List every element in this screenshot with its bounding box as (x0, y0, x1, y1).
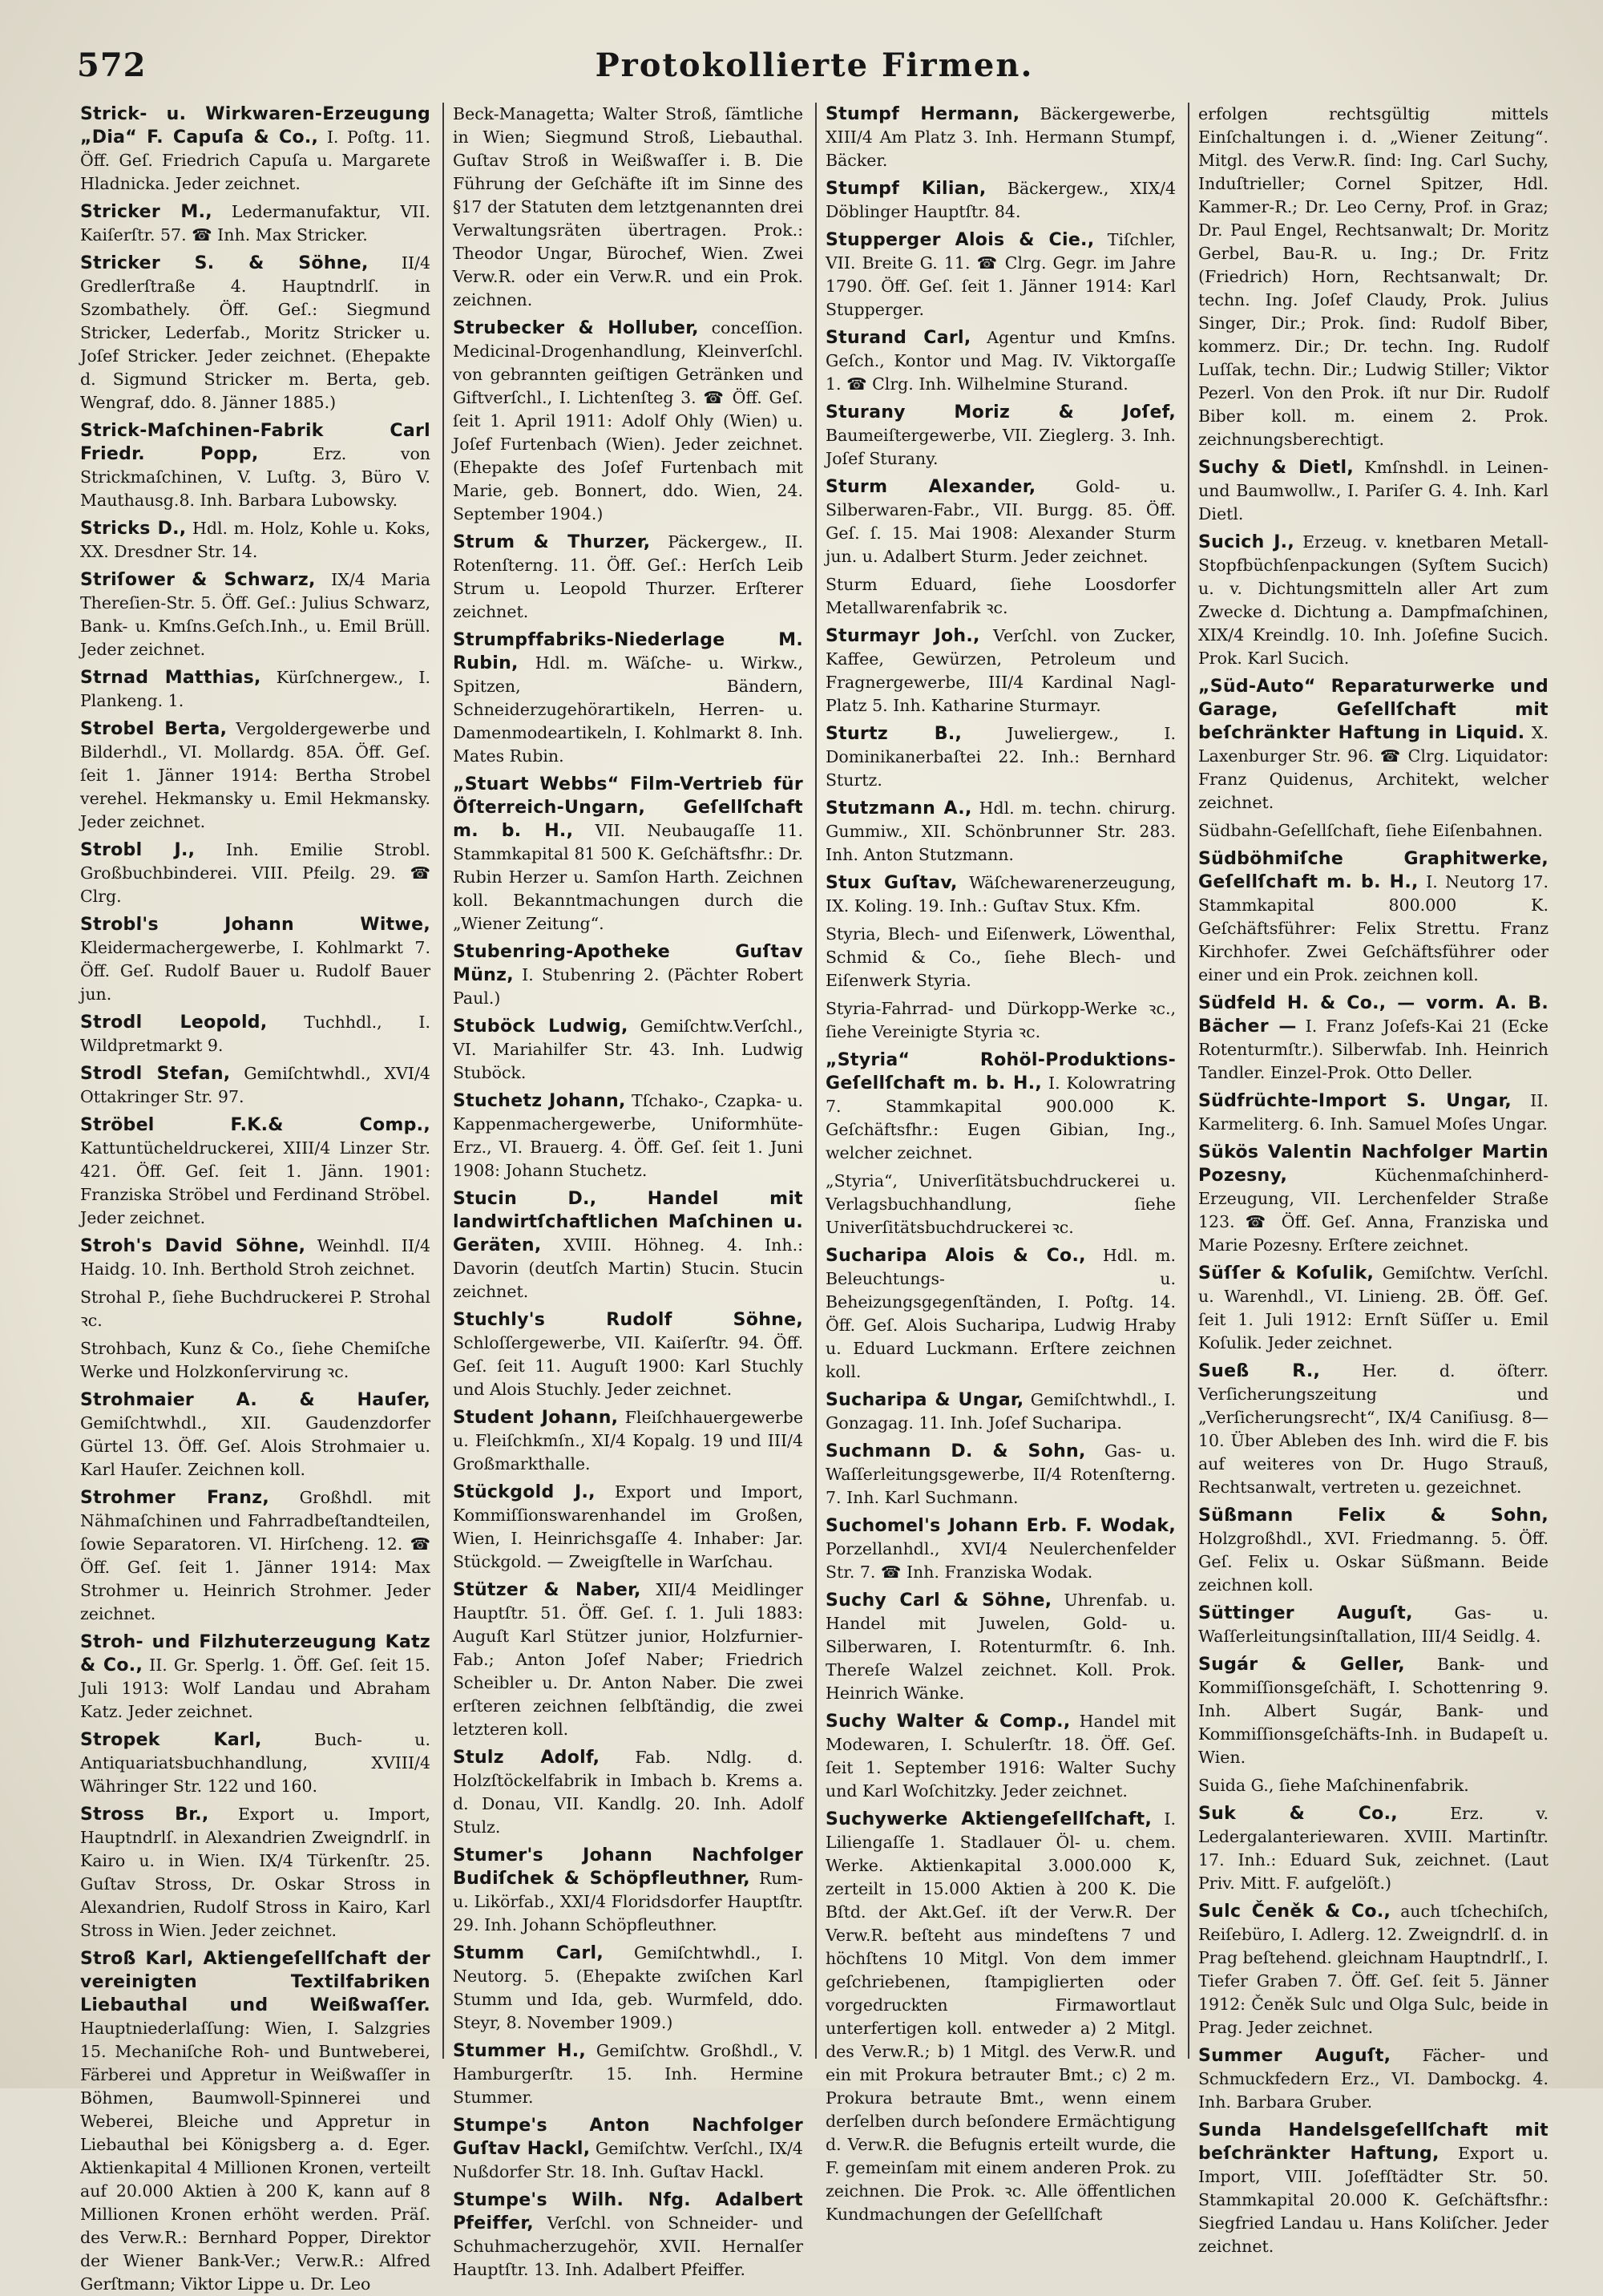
firm-name: Strick- u. Wirkwaren-Erzeugung „Dia“ F. Capuſa & Co., (80, 104, 430, 148)
firm-details: Hdl. m. Holz, Kohle u. Koks, XX. Dresdner Str. 14. (80, 519, 430, 561)
firm-entry (826, 1049, 1176, 1165)
firm-details: Gemiſchtwhdl., I. Neutorg. 5. (Ehepakte zwiſchen Karl Stumm und Ida, geb. Wurmfeld, ddo. Steyr, 8. November 1909.) (453, 1943, 803, 2032)
firm-details: Bäckergewerbe, XIII/4 Am Platz 3. Inh. Hermann Stumpf, Bäcker. (826, 104, 1176, 170)
firm-details: Weinhdl. II/4 Haidg. 10. Inh. Berthold Stroh zeichnet. (80, 1236, 430, 1279)
firm-details: XVIII. Höhneg. 4. Inh.: Davorin (deutſch Martin) Stucin. Stucin zeichnet. (453, 1235, 803, 1301)
firm-entry (80, 839, 430, 908)
firm-name: Sükös Valentin Nachfolger Martin Pozesny, (1198, 1142, 1548, 1186)
firm-details: Fächer- und Schmuckfedern Erz., VI. Dambockg. 4. Inh. Barbara Gruber. (1198, 2046, 1548, 2112)
firm-details: Päckergew., II. Rotenſterng. 11. Öff. Geſ.: Herſch Leib Strum u. Leopold Thurzer. Erſterer zeichnet. (453, 532, 803, 621)
firm-entry (453, 103, 803, 312)
firm-details: Juweliergew., I. Dominikanerbaſtei 22. Inh.: Bernhard Sturtz. (826, 724, 1176, 790)
firm-entry (453, 1089, 803, 1182)
firm-details: Export u. Import, VIII. Joſefſtädter Str. 50. Stammkapital 20.000 K. Geſchäftsfhr.: Siegfried Landau u. Hans Koliſcher. Jeder zeichnet. (1198, 2144, 1548, 2256)
firm-entry (1198, 819, 1548, 843)
firm-entry (826, 401, 1176, 471)
firm-entry (80, 1337, 430, 1384)
firm-name: Striſower & Schwarz, (80, 570, 316, 590)
firm-details: Styria, Blech- und Eiſenwerk, Löwenthal, Schmid & Co., ſiehe Blech- und Eiſenwerk Styria. (826, 924, 1176, 990)
firm-details: Beck-Managetta; Walter Stroß, ſämtliche in Wien; Siegmund Stroß, Liebauthal. Guſtav Stroß in Weißwaſſer i. B. Die Führung der Geſchäfte iſt im Sinne des §17 der Statuten dem letztgenannten drei Verwaltungsräten übertragen. Prok.: Theodor Ungar, Bürochef, Wien. Zwei Verw.R. oder ein Verw.R. und ein Prok. zeichnen. (453, 104, 803, 309)
firm-name: Sucharipa Alois & Co., (826, 1246, 1086, 1266)
firm-entry (826, 722, 1176, 792)
firm-entry (826, 997, 1176, 1044)
firm-details: „Styria“, Univerſitätsbuchdruckerei u. Verlagsbuchhandlung, ſiehe Univerſitätsbuchdruckerei ꝛc. (826, 1171, 1176, 1237)
firm-entry (80, 103, 430, 196)
firm-entry (453, 1406, 803, 1476)
firm-details: Porzellanhdl., XVI/4 Neulerchenfelder Str. 7. ☎ Inh. Franziska Wodak. (826, 1539, 1176, 1582)
firm-entry (1198, 1653, 1548, 1769)
firm-details: Agentur und Kmſns. Geſch., Kontor und Mag. IV. Viktorgaſſe 1. ☎ Clrg. Inh. Wilhelmine Sturand. (826, 328, 1176, 394)
firm-entry (453, 2114, 803, 2184)
firm-details: Suida G., ſiehe Maſchinenfabrik. (1198, 1776, 1469, 1795)
firm-entry (80, 718, 430, 834)
firm-details: I. Neutorg 17. Stammkapital 800.000 K. Geſchäftsführer: Felix Strettu. Franz Kirchhofer. Zwei Geſchäftsführer oder einer und ein Prok. zeichnen koll. (1198, 872, 1548, 984)
firm-details: Ledermanufaktur, VII. Kaiſerſtr. 57. ☎ Inh. Max Stricker. (80, 202, 430, 245)
firm-details: Schloſſergewerbe, VII. Kaiſerſtr. 94. Öff. Geſ. ſeit 11. Auguſt 1900: Karl Stuchly und Alois Stuchly. Jeder zeichnet. (453, 1333, 803, 1399)
firm-name: Stumpe's Wilh. Nfg. Adalbert Pfeiffer, (453, 2190, 803, 2233)
firm-name: Süttinger Auguſt, (1198, 1603, 1413, 1623)
firm-name: Südböhmiſche Graphitwerke, Geſellſchaft m. b. H., (1198, 849, 1548, 892)
firm-details: Verſchl. von Zucker, Kaffee, Gewürzen, Petroleum und Fragnergewerbe, III/4 Kardinal Nagl-Platz 5. Inh. Katharine Sturmayr. (826, 626, 1176, 715)
firm-name: Ströbel F.K.& Comp., (80, 1115, 430, 1135)
firm-name: Südfeld H. & Co., — vorm. A. B. Bächer — (1198, 993, 1548, 1037)
firm-name: Suchywerke Aktiengeſellſchaft, (826, 1809, 1153, 1829)
firm-details: erfolgen rechtsgültig mittels Einſchaltungen i. d. „Wiener Zeitung“. Mitgl. des Verw.R. ſind: Ing. Carl Suchy, Induſtrieller; Cornel Spitzer, Hdl. Kammer-R.; Dr. Leo Cerny, Prof. in Graz; Dr. Paul Engel, Rechtsanwalt; Dr. Moritz Gerbel, Bau-R. u. Ing.; Dr. Fritz (Friedrich) Horn, Rechtsanwalt; Dr. techn. Ing. Joſef Claudy, Prok. Julius Singer, Dir.; Prok. ſind: Rudolf Biber, kommerz. Dir.; Dr. techn. Ing. Rudolf Luſſak, techn. Dir.; Ludwig Stiller; Viktor Pezerl. Von den Prok. iſt nur Dir. Rudolf Biber koll. m. einem 2. Prok. zeichnungsberechtigt. (1198, 104, 1548, 449)
firm-details: Erzeug. v. knetbaren Metall-Stopfbüchſenpackungen (Syſtem Sucich) u. v. Dichtungsmitteln aller Art zum Zwecke d. Dichtung a. Dampfmaſchinen, XIX/4 Kreindlg. 10. Inh. Joſefine Sucich. Prok. Karl Sucich. (1198, 532, 1548, 668)
firm-name: Stricks D., (80, 519, 187, 539)
firm-entry (80, 666, 430, 713)
firm-name: Strohmaier A. & Hauſer, (80, 1390, 430, 1410)
firm-entry (453, 1942, 803, 2035)
column-2 (453, 103, 803, 2279)
firm-name: Stroh's David Söhne, (80, 1236, 306, 1256)
firm-name: Stuchly's Rudolf Söhne, (453, 1310, 803, 1330)
firm-details: Südbahn-Geſellſchaft, ſiehe Eiſenbahnen. (1198, 821, 1543, 840)
firm-entry (453, 1578, 803, 1741)
firm-details: Handel mit Modewaren, I. Schulerſtr. 18. Öff. Geſ. ſeit 1. September 1916: Walter Suchy und Karl Woſchitzky. Jeder zeichnet. (826, 1712, 1176, 1801)
firm-details: Gemiſchtw. Verſchl. u. Warenhdl., VI. Linieng. 2B. Öff. Geſ. ſeit 1. Juli 1912: Ernſt Süſſer u. Emil Koſulik. Jeder zeichnet. (1198, 1263, 1548, 1352)
firm-entry (80, 200, 430, 247)
firm-entry (826, 1710, 1176, 1803)
firm-entry (80, 1114, 430, 1230)
firm-details: Verſchl. von Schneider- und Schuhmacherzugehör, XVII. Hernalſer Hauptſtr. 13. Inh. Adalbert Pfeiffer. (453, 2213, 803, 2279)
firm-entry (80, 252, 430, 414)
firm-name: Sturand Carl, (826, 328, 971, 348)
firm-entry (80, 1947, 430, 2296)
firm-entry (453, 317, 803, 526)
firm-entry (1198, 1141, 1548, 1257)
firm-name: Stubenring-Apotheke Guſtav Münz, (453, 942, 803, 985)
firm-name: Stucin D., Handel mit landwirtſchaftlichen Maſchinen u. Geräten, (453, 1189, 803, 1255)
firm-name: Sturmayr Joh., (826, 626, 980, 646)
firm-details: Gemiſchtwhdl., XVI/4 Ottakringer Str. 97. (80, 1064, 430, 1106)
page-header (77, 46, 1552, 90)
firm-details: Gas- u. Waſſerleitungsgewerbe, II/4 Rotenſterng. 7. Inh. Karl Suchmann. (826, 1441, 1176, 1507)
firm-name: Süßmann Felix & Sohn, (1198, 1506, 1548, 1526)
firm-entry (826, 103, 1176, 172)
firm-details: Vergoldergewerbe und Bilderhdl., VI. Mollardg. 85A. Öff. Geſ. ſeit 1. Jänner 1914: Bertha Strobel verehel. Hekmansky u. Emil Hekmansky. Jeder zeichnet. (80, 719, 430, 831)
firm-name: Sturtz B., (826, 724, 963, 744)
firm-details: Kattuntücheldruckerei, XIII/4 Linzer Str. 421. Öff. Geſ. ſeit 1. Jänn. 1901: Franziska Ströbel und Ferdinand Ströbel. Jeder zeichnet. (80, 1138, 430, 1227)
firm-name: „Stuart Webbs“ Film-Vertrieb für Öſterreich-Ungarn, Geſellſchaft m. b. H., (453, 774, 803, 841)
firm-entry (826, 1170, 1176, 1239)
firm-name: Stulz Adolf, (453, 1748, 600, 1768)
firm-name: Stumm Carl, (453, 1943, 604, 1963)
firm-name: Süſſer & Koſulik, (1198, 1263, 1375, 1283)
firm-details: Strohbach, Kunz & Co., ſiehe Chemiſche Werke und Holzkonſervirung ꝛc. (80, 1339, 430, 1381)
firm-details: X. Laxenburger Str. 96. ☎ Clrg. Liquidator: Franz Quidenus, Architekt, welcher zeichnet. (1198, 723, 1548, 812)
firm-name: Suchomel's Johann Erb. F. Wodak, (826, 1516, 1176, 1536)
firm-name: Strobel Berta, (80, 719, 228, 739)
firm-details: Bank- und Kommiſſionsgeſchäft, I. Schottenring 9. Inh. Albert Sugár, Bank- und Kommiſſionsgeſchäfts-Inh. in Budapeſt u. Wien. (1198, 1655, 1548, 1767)
page-title: Protokollierte Firmen. (595, 46, 1034, 84)
firm-name: Suchy Carl & Söhne, (826, 1591, 1052, 1611)
firm-entry (826, 1808, 1176, 2226)
firm-details: Strohal P., ſiehe Buchdruckerei P. Strohal ꝛc. (80, 1287, 430, 1330)
firm-entry (1198, 2044, 1548, 2114)
firm-entry (826, 1244, 1176, 1384)
firm-entry (1198, 847, 1548, 987)
firm-name: Stumer's Johann Nachfolger Budiſchek & Schöpfleuthner, (453, 1845, 803, 1889)
firm-entry (826, 177, 1176, 224)
firm-entry (1198, 1602, 1548, 1648)
firm-name: Stumpf Kilian, (826, 179, 987, 199)
firm-name: Stroß Karl, Aktiengeſellſchaft der vereinigten Textilfabriken Liebauthal und Weißwaſſer. (80, 1949, 430, 2015)
firm-name: Strubecker & Holluber, (453, 318, 699, 338)
firm-details: I. Kolowratring 7. Stammkapital 900.000 K. Geſchäftsfhr.: Eugen Gibian, Ing., welcher zeichnet. (826, 1073, 1176, 1162)
firm-details: Tiſchler, VII. Breite G. 11. ☎ Clrg. Gegr. im Jahre 1790. Öff. Geſ. ſeit 1. Jänner 1914: Karl Stupperger. (826, 230, 1176, 319)
firm-name: Strick-Maſchinen-Fabrik Carl Friedr. Popp, (80, 421, 430, 464)
firm-entry (826, 923, 1176, 992)
firm-details: VII. Neubaugaſſe 11. Stammkapital 81 500 K. Geſchäftsfhr.: Dr. Rubin Herzer u. Samſon Harth. Zeichnen koll. Bekanntmachungen durch die „Wiener Zeitung“. (453, 821, 803, 933)
firm-name: Stumpe's Anton Nachfolger Guſtav Hackl, (453, 2116, 803, 2159)
firm-entry (453, 629, 803, 768)
column-3 (826, 103, 1176, 2224)
firm-details: Styria-Fahrrad- und Dürkopp-Werke ꝛc., ſiehe Vereinigte Styria ꝛc. (826, 999, 1176, 1041)
firm-entry (80, 1235, 430, 1281)
firm-details: Uhrenfab. u. Handel mit Juwelen, Gold- u. Silberwaren, I. Rotenturmſtr. 6. Inh. Thereſe Walzel zeichnet. Koll. Prok. Heinrich Wänke. (826, 1591, 1176, 1703)
firm-details: I. Franz Joſefs-Kai 21 (Ecke Rotenturmſtr.). Silberwfab. Inh. Heinrich Tandler. Einzel-Prok. Otto Deller. (1198, 1017, 1548, 1082)
firm-details: Hdl. m. techn. chirurg. Gummiw., XII. Schönbrunner Str. 283. Inh. Anton Stutzmann. (826, 798, 1176, 864)
firm-details: I. Stubenring 2. (Pächter Robert Paul.) (453, 965, 803, 1008)
firm-name: Strnad Matthias, (80, 668, 261, 688)
firm-entry (80, 1389, 430, 1481)
firm-entry (453, 1481, 803, 1574)
firm-name: Strumpffabriks-Niederlage M. Rubin, (453, 630, 803, 673)
firm-entry (1198, 1900, 1548, 2039)
firm-details: Gemiſchtw. Verſchl., IX/4 Nußdorfer Str. 18. Inh. Guſtav Hackl. (453, 2139, 803, 2181)
firm-name: Stroh- und Filzhuterzeugung Katz & Co., (80, 1632, 430, 1676)
firm-entry (826, 1440, 1176, 1510)
firm-name: Sucharipa & Ungar, (826, 1390, 1024, 1410)
firm-details: II. Gr. Sperlg. 1. Öff. Geſ. ſeit 15. Juli 1913: Wolf Landau und Abraham Katz. Jeder zeichnet. (80, 1655, 430, 1721)
firm-entry (826, 1389, 1176, 1435)
firm-name: Suchmann D. & Sohn, (826, 1441, 1086, 1461)
firm-entry (826, 1514, 1176, 1584)
firm-entry (453, 940, 803, 1010)
firm-details: Buch- u. Antiquariatsbuchhandlung, XVIII/4 Währinger Str. 122 und 160. (80, 1730, 430, 1796)
firm-name: Suchy & Dietl, (1198, 458, 1355, 478)
firm-name: Stummer H., (453, 2041, 587, 2061)
firm-entry (1198, 1504, 1548, 1597)
firm-name: Sulc Čeněk & Co., (1198, 1902, 1391, 1922)
firm-entry (1198, 1089, 1548, 1136)
firm-details: Küchenmaſchinherd-Erzeugung, VII. Lerchenfelder Straße 123. ☎ Öff. Geſ. Anna, Franziska und Marie Pozesny. Erſtere zeichnet. (1198, 1166, 1548, 1255)
firm-entry (80, 1803, 430, 1942)
firm-details: Hauptniederlaſſung: Wien, I. Salzgries 15. Mechaniſche Roh- und Buntweberei, Färberei und Appretur in Weißwaſſer in Böhmen, Baumwoll-Spinnerei und Weberei, Bleiche und Appretur in Liebauthal bei Königsberg a. d. Eger. Aktienkapital 4 Millionen Kronen, verteilt auf 20.000 Aktien à 200 K, kann auf 8 Millionen Kronen erhöht werden. Präſ. des Verw.R.: Bernhard Popper, Direktor der Wiener Bank-Ver.; Verw.R.: Alfred Gerſtmann; Viktor Lippe u. Dr. Leo (80, 2019, 430, 2294)
firm-name: Stuchetz Johann, (453, 1091, 626, 1111)
firm-entry (1198, 2119, 1548, 2258)
firm-name: Stux Guſtav, (826, 873, 958, 893)
firm-name: Stupperger Alois & Cie., (826, 230, 1095, 250)
firm-entry (1198, 456, 1548, 526)
firm-entry (1198, 675, 1548, 815)
column-rule (815, 103, 817, 2059)
firm-entry (80, 913, 430, 1006)
firm-name: Stückgold J., (453, 1482, 596, 1502)
firm-entry (1198, 1774, 1548, 1797)
firm-entry (1198, 1802, 1548, 1895)
firm-entry (453, 1187, 803, 1304)
firm-details: Erz. von Strickmaſchinen, V. Luſtg. 3, Büro V. Mauthausg.8. Inh. Barbara Lubowsky. (80, 444, 430, 510)
firm-details: II. Karmeliterg. 6. Inh. Samuel Moſes Ungar. (1198, 1091, 1548, 1134)
firm-entry (80, 1486, 430, 1626)
firm-name: Suk & Co., (1198, 1804, 1398, 1824)
firm-details: Bäckergew., XIX/4 Döblinger Hauptſtr. 84. (826, 179, 1176, 221)
firm-name: Student Johann, (453, 1408, 619, 1428)
firm-details: Rum- u. Likörfab., XXI/4 Floridsdorfer Hauptſtr. 29. Inh. Johann Schöpfleuthner. (453, 1869, 803, 1934)
firm-name: Summer Auguſt, (1198, 2046, 1391, 2066)
firm-details: Kmſnshdl. in Leinen- und Baumwollw., I. Pariſer G. 4. Inh. Karl Dietl. (1198, 458, 1548, 523)
firm-name: Südfrüchte-Import S. Ungar, (1198, 1091, 1512, 1111)
firm-name: Stuböck Ludwig, (453, 1017, 628, 1037)
firm-details: Gemiſchtwhdl., I. Gonzagag. 11. Inh. Joſef Sucharipa. (826, 1390, 1176, 1433)
firm-details: Gemiſchtwhdl., XII. Gaudenzdorfer Gürtel 13. Öff. Geſ. Alois Strohmaier u. Karl Hauſer. Zeichnen koll. (80, 1413, 430, 1479)
firm-details: Her. d. öſterr. Verſicherungszeitung und „Verſicherungsrecht“, IX/4 Caniſiusg. 8—10. Über Ableben des Inh. wird die F. bis auf weiteres von Dr. Hugo Strauß, Rechtsanwalt, vertreten u. gezeichnet. (1198, 1361, 1548, 1497)
firm-name: Strobl J., (80, 840, 196, 860)
firm-entry (826, 1589, 1176, 1705)
firm-name: Stross Br., (80, 1805, 209, 1825)
firm-name: Sugár & Geller, (1198, 1655, 1405, 1675)
firm-entry (826, 326, 1176, 396)
firm-entry (453, 2039, 803, 2109)
firm-entry (80, 1011, 430, 1057)
firm-details: Wäſchewarenerzeugung, IX. Koling. 19. Inh.: Guſtav Stux. Kfm. (826, 873, 1176, 916)
firm-name: Strodl Leopold, (80, 1013, 268, 1033)
firm-details: Hdl. m. Beleuchtungs- u. Beheizungsgegenſtänden, I. Poſtg. 14. Öff. Geſ. Alois Sucharipa, Ludwig Hraby u. Eduard Luckmann. Erſtere zeichnen koll. (826, 1246, 1176, 1381)
firm-entry (1198, 992, 1548, 1085)
firm-entry (453, 2189, 803, 2282)
firm-details: II/4 Gredlerſtraße 4. Hauptndrlſ. in Szombathely. Öff. Geſ.: Siegmund Stricker, Lederfab., Moritz Stricker u. Joſef Stricker. Jeder zeichnet. (Ehepakte d. Sigmund Stricker m. Berta, geb. Wengraf, ddo. 8. Jänner 1885.) (80, 253, 430, 412)
firm-entry (80, 568, 430, 661)
firm-details: Fleiſchhauergewerbe u. Fleiſchkmſn., XI/4 Kopalg. 19 und III/4 Großmarkthalle. (453, 1408, 803, 1473)
firm-details: Tſchako-, Czapka- u. Kappenmachergewerbe, Uniformhüte-Erz., VI. Brauerg. 4. Öff. Geſ. ſeit 1. Juni 1908: Johann Stuchetz. (453, 1091, 803, 1180)
firm-details: Export u. Import, Hauptndrlſ. in Alexandrien Zweigndrlſ. in Kairo u. in Wien. IX/4 Türkenſtr. 25. Guſtav Stross, Dr. Oskar Stross in Alexandrien, Rudolf Stross in Kairo, Karl Stross in Wien. Jeder zeichnet. (80, 1805, 430, 1940)
firm-entry (826, 625, 1176, 718)
firm-entry (1198, 531, 1548, 670)
firm-details: I. Liliengaſſe 1. Stadlauer Öl- u. chem. Werke. Aktienkapital 3.000.000 K, zerteilt in 15.000 Aktien à 200 K. Die Bſtd. der Akt.Geſ. iſt der Verw.R. Der Verw.R. beſteht aus mindeſtens 7 und höchſtens 10 Mitgl. Von dem immer geſchriebenen, ſtampiglierten oder vorgedruckten Firmawortlaut unterfertigen koll. entweder a) 2 Mitgl. des Verw.R.; b) 1 Mitgl. des Verw.R. und ein mit Prokura betrauter Bmt.; c) 2 m. Prokura betraute Bmt., wenn einem derſelben durch beſondere Ermächtigung d. Verw.R. die Befugnis erteilt wurde, die F. gemeinſam mit einem anderen Prok. zu zeichnen. Die Prok. ꝛc. Alle öffentlichen Kundmachungen der Geſellſchaft (826, 1809, 1176, 2224)
firm-entry (80, 1062, 430, 1109)
firm-entry (453, 1015, 803, 1085)
firm-entry (80, 517, 430, 564)
firm-name: Stützer & Naber, (453, 1580, 641, 1600)
firm-details: IX/4 Maria Thereſien-Str. 5. Öff. Geſ.: Julius Schwarz, Bank- u. Kmſns.Geſch.Inh., u. Emil Brüll. Jeder zeichnet. (80, 570, 430, 659)
firm-details: Gold- u. Silberwaren-Fabr., VII. Burgg. 85. Öff. Geſ. ſ. 15. Mai 1908: Alexander Sturm jun. u. Adalbert Sturm. Jeder zeichnet. (826, 477, 1176, 566)
firm-name: Sueß R., (1198, 1361, 1321, 1381)
firm-details: Export und Import, Kommiſſionswarenhandel im Großen, Wien, I. Heinrichsgaſſe 4. Inhaber: Jar. Stückgold. — Zweigſtelle in Warſchau. (453, 1482, 803, 1571)
firm-details: I. Poſtg. 11. Öff. Geſ. Friedrich Capuſa u. Margarete Hladnicka. Jeder zeichnet. (80, 127, 430, 193)
firm-entry (80, 419, 430, 512)
columns (80, 103, 1584, 2294)
firm-details: Sturm Eduard, ſiehe Loosdorfer Metallwarenfabrik ꝛc. (826, 575, 1176, 617)
page-number: 572 (77, 46, 147, 84)
firm-name: Stricker S. & Söhne, (80, 253, 369, 273)
column-rule (442, 103, 444, 2059)
firm-name: Strohmer Franz, (80, 1488, 270, 1508)
firm-entry (453, 773, 803, 936)
firm-entry (1198, 1360, 1548, 1499)
column-4 (1198, 103, 1548, 2256)
firm-name: Stutzmann A., (826, 798, 972, 819)
firm-name: Sunda Handelsgeſellſchaft mit beſchränkter Haftung, (1198, 2120, 1548, 2164)
firm-name: Sucich J., (1198, 532, 1295, 552)
firm-name: Stumpf Hermann, (826, 104, 1020, 124)
firm-entry (80, 1631, 430, 1724)
firm-details: Hdl. m. Wäſche- u. Wirkw., Spitzen, Bändern, Schneiderzugehörartikeln, Herren- u. Damenmodeartikeln, I. Kohlmarkt 8. Inh. Mates Rubin. (453, 653, 803, 766)
firm-entry (826, 228, 1176, 321)
firm-entry (453, 1844, 803, 1937)
firm-details: Großhdl. mit Nähmaſchinen und Fahrradbeſtandteilen, ſowie Separatoren. VI. Hirſcheng. 12. ☎ Öff. Geſ. ſeit 1. Jänner 1914: Max Strohmer u. Heinrich Strohmer. Jeder zeichnet. (80, 1488, 430, 1623)
firm-details: Inh. Emilie Strobl. Großbuchbinderei. VIII. Pfeilg. 29. ☎ Clrg. (80, 840, 430, 906)
firm-entry (80, 1286, 430, 1332)
firm-name: Sturm Alexander, (826, 477, 1036, 497)
firm-details: Erz. v. Ledergalanteriewaren. XVIII. Martinſtr. 17. Inh.: Eduard Suk, zeichnet. (Laut Priv. Mitt. F. aufgelöſt.) (1198, 1804, 1548, 1893)
firm-details: Kleidermachergewerbe, I. Kohlmarkt 7. Öff. Geſ. Rudolf Bauer u. Rudolf Bauer jun. (80, 938, 430, 1004)
column-rule (1188, 103, 1189, 2059)
firm-name: Strum & Thurzer, (453, 532, 651, 552)
firm-name: Stropek Karl, (80, 1730, 262, 1750)
firm-entry (1198, 1262, 1548, 1355)
firm-entry (80, 1728, 430, 1798)
firm-details: Gemiſchtw.Verſchl., VI. Mariahilfer Str. 43. Inh. Ludwig Stuböck. (453, 1017, 803, 1082)
firm-details: Fab. Ndlg. d. Holzſtöckelfabrik in Imbach b. Krems a. d. Donau, VII. Kandlg. 20. Inh. Adolf Stulz. (453, 1748, 803, 1837)
firm-entry (826, 871, 1176, 918)
firm-name: „Süd-Auto“ Reparaturwerke und Garage, Geſellſchaft mit beſchränkter Haftung in Liquid. (1198, 677, 1548, 743)
firm-details: Holzgroßhdl., XVI. Friedmanng. 5. Öff. Geſ. Felix u. Oskar Süßmann. Beide zeichnen koll. (1198, 1529, 1548, 1595)
firm-entry (1198, 103, 1548, 451)
firm-name: Strobl's Johann Witwe, (80, 915, 430, 935)
firm-entry (453, 1308, 803, 1401)
firm-entry (826, 475, 1176, 568)
firm-entry (453, 531, 803, 624)
firm-details: auch tſchechiſch, Reiſebüro, I. Adlerg. 12. Zweigndrlſ. d. in Prag beſtehend. gleichnam Hauptndrlſ., I. Tiefer Graben 7. Öff. Geſ. ſeit 5. Jänner 1912: Čeněk Sulc und Olga Sulc, beide in Prag. Jeder zeichnet. (1198, 1902, 1548, 2037)
firm-details: Gas- u. Waſſerleitungsinſtallation, III/4 Seidlg. 4. (1198, 1603, 1548, 1646)
firm-details: XII/4 Meidlinger Hauptſtr. 51. Öff. Geſ. ſ. 1. Juli 1883: Auguſt Karl Stützer junior, Holzfurnier-Fab.; Anton Joſef Naber; Friedrich Scheibler u. Dr. Anton Naber. Die zwei erſteren zeichnen ſelbſtändig, die zwei letzteren koll. (453, 1580, 803, 1739)
firm-details: conceſſion. Medicinal-Drogenhandlung, Kleinverſchl. von gebrannten geiſtigen Getränken und Giftverſchl., I. Lichtenſteg 3. ☎ Öff. Geſ. ſeit 1. April 1911: Adolf Ohly (Wien) u. Joſef Furtenbach (Wien). Jeder zeichnet. (Ehepakte des Joſef Furtenbach mit Marie, geb. Bonnert, ddo. Wien, 24. September 1904.) (453, 318, 803, 523)
firm-entry (826, 797, 1176, 867)
firm-name: Stricker M., (80, 202, 212, 222)
firm-name: Strodl Stefan, (80, 1064, 231, 1084)
firm-name: „Styria“ Rohöl-Produktions-Geſellſchaft m. b. H., (826, 1050, 1176, 1093)
firm-details: Baumeiſtergewerbe, VII. Zieglerg. 3. Inh. Joſef Sturany. (826, 426, 1176, 468)
firm-details: Kürſchnergew., I. Plankeng. 1. (80, 668, 430, 710)
firm-entry (826, 573, 1176, 620)
firm-name: Suchy Walter & Comp., (826, 1712, 1071, 1732)
column-1 (80, 103, 430, 2294)
firm-details: Gemiſchtw. Großhdl., V. Hamburgerſtr. 15. Inh. Hermine Stummer. (453, 2041, 803, 2107)
firm-name: Sturany Moriz & Joſef, (826, 402, 1176, 422)
firm-details: Tuchhdl., I. Wildpretmarkt 9. (80, 1013, 430, 1055)
firm-entry (453, 1746, 803, 1839)
